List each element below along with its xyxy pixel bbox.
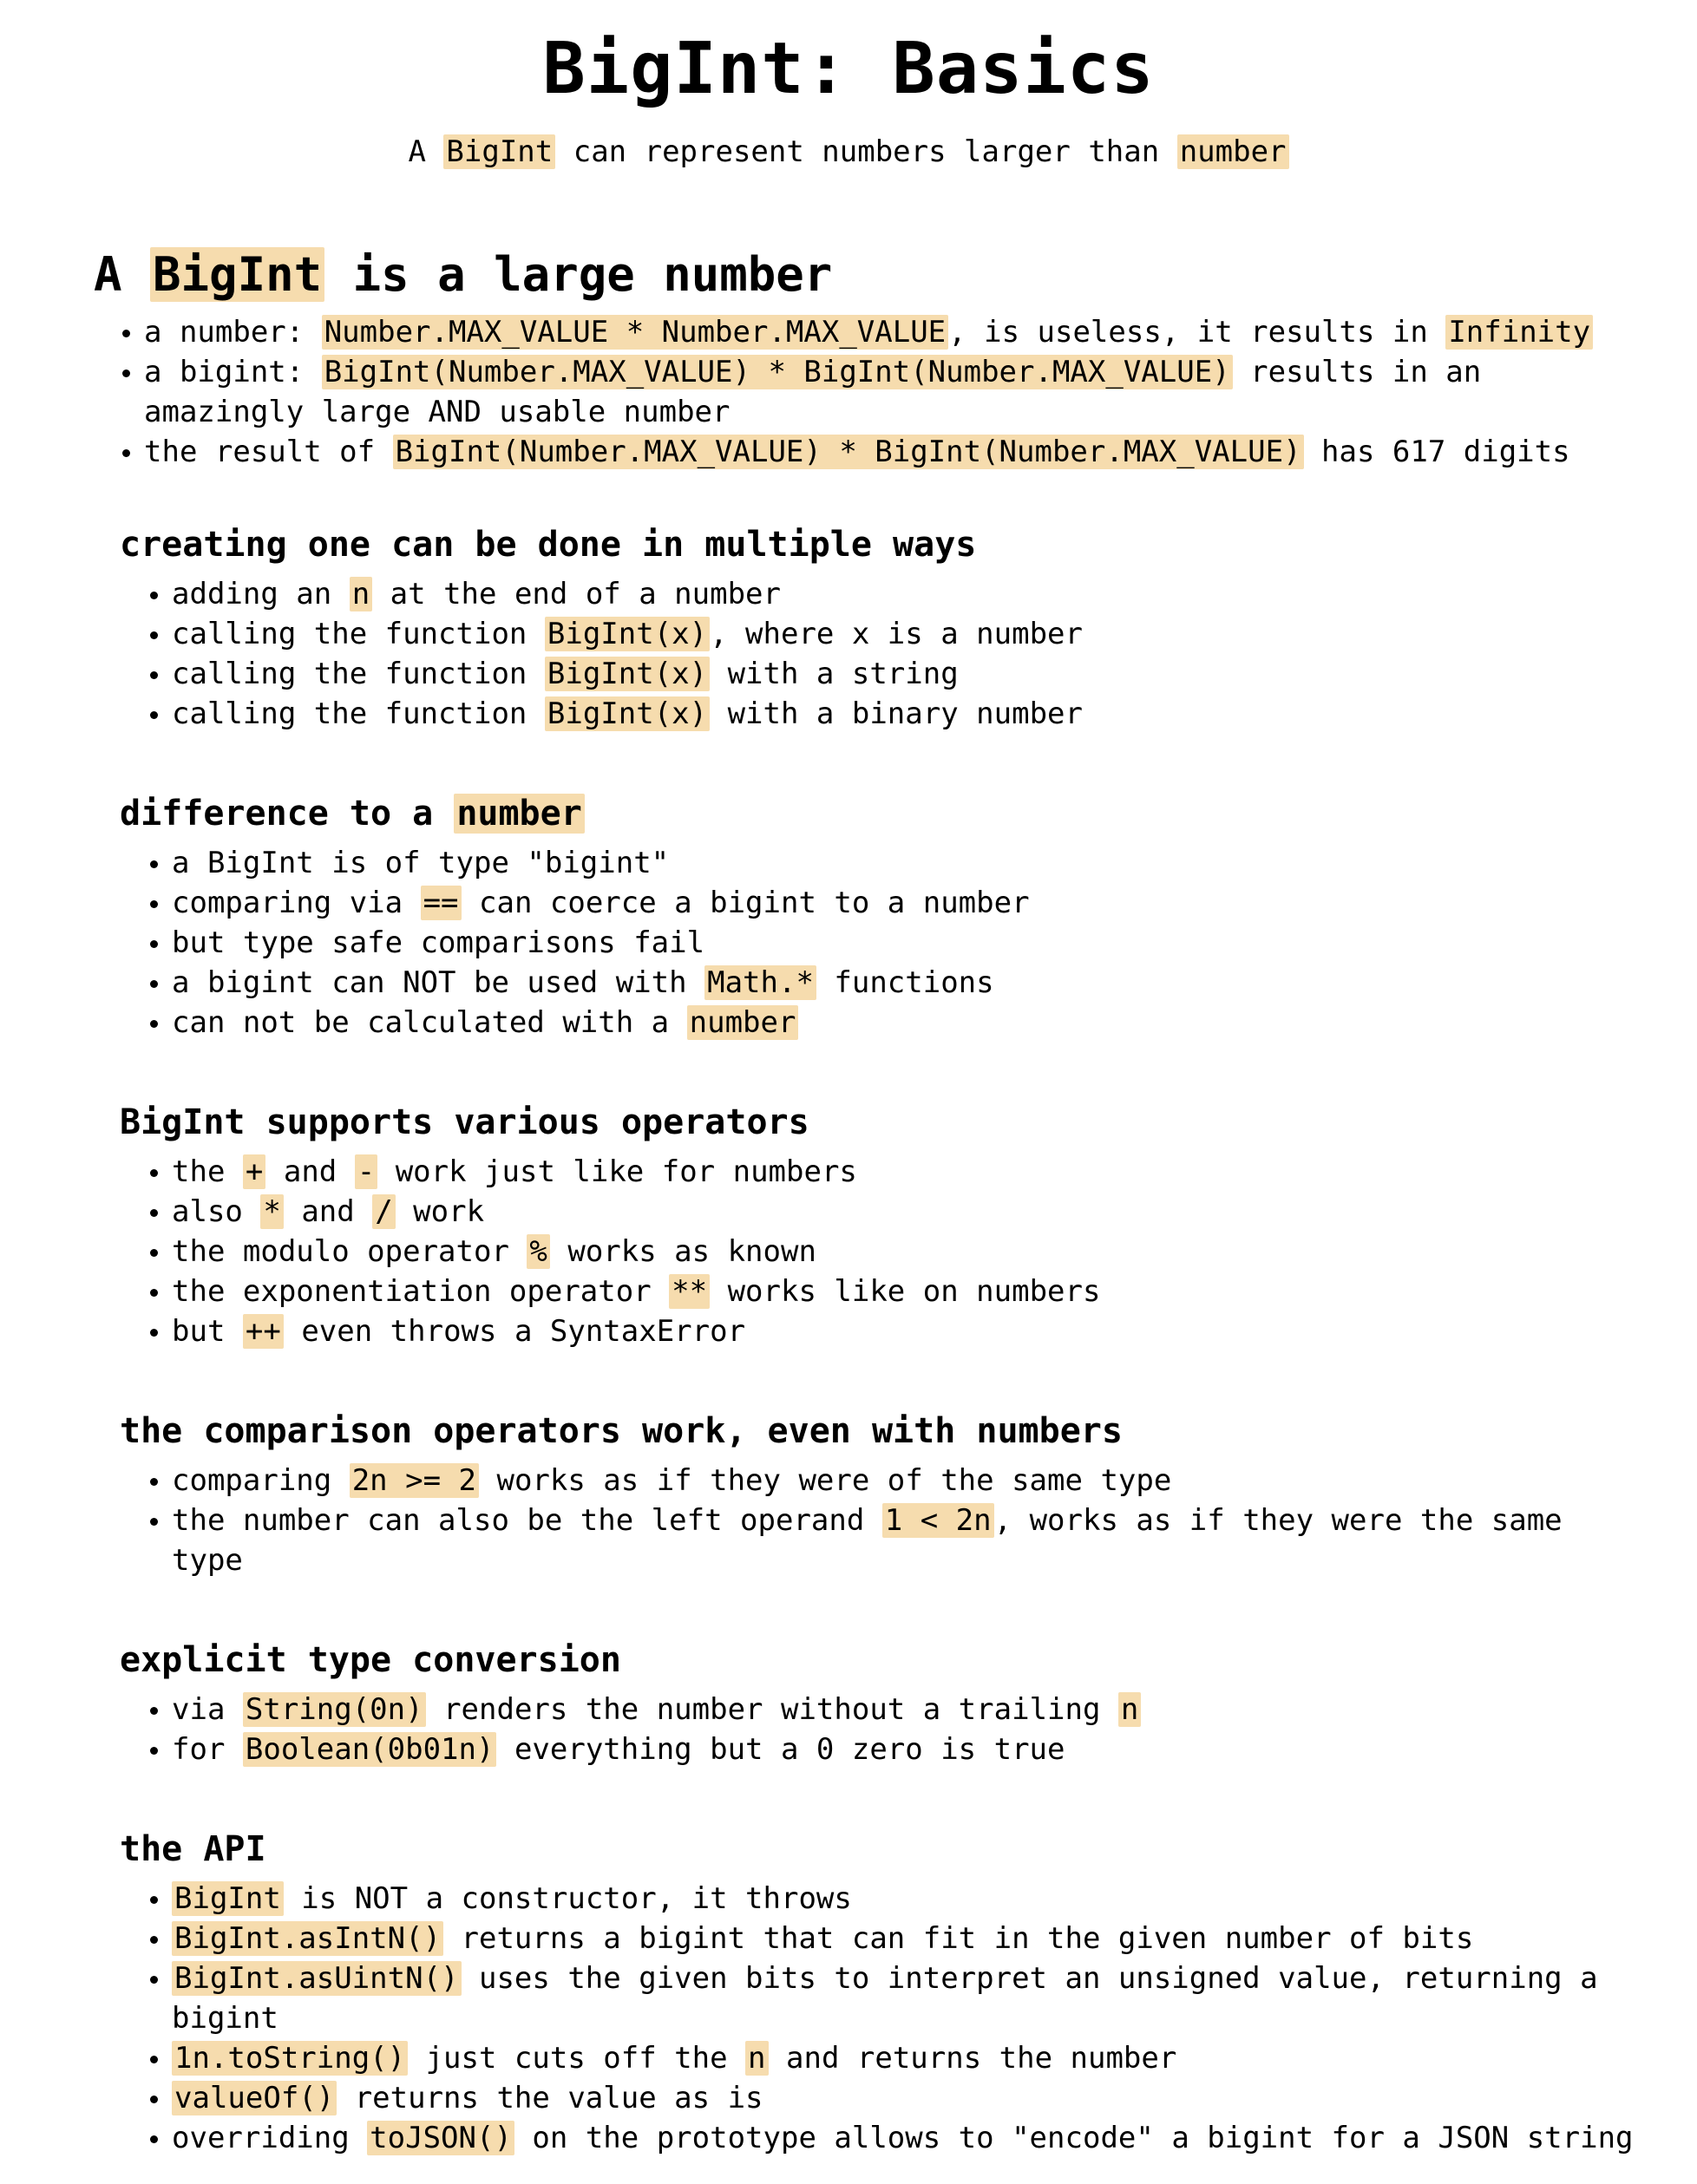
item-code: toJSON() [367, 2121, 514, 2155]
list-item [172, 1730, 1647, 1769]
section-list [120, 1879, 1647, 2158]
list-item [172, 843, 1647, 883]
section-difference [120, 789, 1647, 1043]
list-item [172, 1958, 1647, 2038]
item-text: a BigInt is of type "bigint" [172, 846, 670, 880]
item-code: Boolean(0b01n) [243, 1732, 497, 1767]
section-heading: the comparison operators work, even with numbers [120, 1411, 1123, 1451]
section-creating [120, 520, 1647, 734]
main-heading-text-b: is a large number [324, 247, 833, 302]
item-text: on the prototype allows to "encode" a bigint for a JSON string [514, 2121, 1634, 2155]
item-code: n [350, 577, 372, 611]
item-text: and [283, 1194, 373, 1229]
item-text: returns a bigint that can fit in the given number of bits [443, 1921, 1474, 1956]
item-text: but [172, 1314, 243, 1349]
item-text: and [265, 1154, 355, 1189]
item-text: functions [816, 965, 994, 1000]
list-item [172, 2078, 1647, 2118]
item-code: String(0n) [243, 1692, 426, 1727]
item-text: renders the number without a trailing [425, 1692, 1118, 1727]
item-code: BigInt(x) [545, 696, 710, 731]
item-text: calling the function [172, 617, 545, 651]
section-list [120, 1152, 1647, 1351]
item-text: the modulo operator [172, 1234, 527, 1269]
list-item [172, 1311, 1647, 1351]
section-list [120, 1461, 1647, 1580]
item-code: * [260, 1194, 283, 1229]
item-text: work just like for numbers [377, 1154, 857, 1189]
item-code: ++ [243, 1314, 284, 1349]
item-text: the [172, 1154, 243, 1189]
list-item [172, 1879, 1647, 1919]
section-heading [120, 789, 1647, 838]
item-code: BigInt.asIntN() [172, 1921, 443, 1956]
item-text: adding an [172, 577, 350, 611]
list-item [172, 1272, 1647, 1311]
section-list [120, 1690, 1647, 1769]
list-item [172, 1501, 1647, 1580]
item-text: a number: [144, 315, 322, 350]
item-code: 1n.toString() [172, 2041, 408, 2076]
item-code: / [372, 1194, 395, 1229]
item-text: with a binary number [710, 696, 1083, 731]
item-text: can coerce a bigint to a number [461, 886, 1030, 920]
section-api [120, 1825, 1647, 2158]
list-item [172, 963, 1647, 1003]
list-item [172, 923, 1647, 963]
item-text: works like on numbers [710, 1274, 1101, 1309]
list-item [172, 1461, 1647, 1501]
section-heading: BigInt supports various operators [120, 1102, 809, 1142]
subtitle-code-bigint: BigInt [443, 134, 555, 169]
list-item [172, 574, 1647, 614]
list-item [172, 614, 1647, 654]
item-text: via [172, 1692, 243, 1727]
item-text: calling the function [172, 657, 545, 691]
item-text: work [395, 1194, 485, 1229]
section-comparison [120, 1407, 1647, 1580]
item-code: BigInt(x) [545, 617, 710, 651]
list-item [172, 1232, 1647, 1272]
item-text: the exponentiation operator [172, 1274, 670, 1309]
item-text: comparing [172, 1463, 350, 1498]
main-heading-code: BigInt [150, 247, 324, 302]
item-text: at the end of a number [372, 577, 781, 611]
item-code: number [687, 1005, 799, 1040]
item-text: but type safe comparisons fail [172, 925, 705, 960]
section-heading: the API [120, 1829, 266, 1869]
heading-text: difference to a [120, 794, 455, 834]
item-text: has 617 digits [1303, 435, 1570, 469]
item-text: just cuts off the [408, 2041, 746, 2076]
item-code: BigInt [172, 1881, 284, 1916]
item-text: returns the value as is [337, 2081, 763, 2115]
item-code: BigInt(x) [545, 657, 710, 691]
list-item [172, 2038, 1647, 2078]
item-code: Infinity [1445, 315, 1593, 350]
item-code: n [745, 2041, 768, 2076]
section-operators [120, 1098, 1647, 1351]
item-text: also [172, 1194, 261, 1229]
item-text: for [172, 1732, 243, 1767]
item-text: works as known [549, 1234, 816, 1269]
section-conversion [120, 1636, 1647, 1769]
list-item [172, 694, 1647, 734]
item-code: BigInt(Number.MAX_VALUE) * BigInt(Number.MAX_VALUE) [322, 355, 1233, 389]
item-text: overriding [172, 2121, 368, 2155]
item-code: valueOf() [172, 2081, 337, 2115]
section-list [120, 574, 1647, 734]
page-title: BigInt: Basics [542, 28, 1155, 110]
item-text: uses the given bits to interpret an unsigned value, returning a bigint [172, 1961, 1598, 2036]
item-code: Number.MAX_VALUE * Number.MAX_VALUE [322, 315, 948, 350]
item-text: can not be calculated with a [172, 1005, 687, 1040]
list-item [144, 312, 1654, 352]
item-text: is NOT a constructor, it throws [283, 1881, 852, 1916]
heading-code: number [454, 794, 585, 834]
item-code: 1 < 2n [882, 1503, 994, 1538]
item-text: and returns the number [768, 2041, 1177, 2076]
subtitle-code-number: number [1177, 134, 1289, 169]
section-heading: creating one can be done in multiple ways [120, 525, 977, 565]
list-item [144, 352, 1654, 432]
list-item [172, 1919, 1647, 1958]
item-code: 2n >= 2 [350, 1463, 479, 1498]
main-heading-text-a: A [94, 247, 151, 302]
item-text: the result of [144, 435, 393, 469]
list-item [172, 654, 1647, 694]
item-code: Math.* [704, 965, 816, 1000]
item-code: BigInt.asUintN() [172, 1961, 462, 1996]
item-text: with a string [710, 657, 959, 691]
section-heading: explicit type conversion [120, 1640, 621, 1680]
subtitle-text-b: can represent numbers larger than [555, 134, 1177, 169]
item-text: , works as if they were the same type [172, 1503, 1563, 1578]
section-list [120, 843, 1647, 1043]
item-code: == [421, 886, 462, 920]
list-item [172, 1003, 1647, 1043]
item-text: the number can also be the left operand [172, 1503, 882, 1538]
item-code: + [243, 1154, 265, 1189]
item-text: calling the function [172, 696, 545, 731]
item-code: n [1118, 1692, 1141, 1727]
item-text: a bigint can NOT be used with [172, 965, 705, 1000]
item-text: a bigint: [144, 355, 322, 389]
list-item [172, 883, 1647, 923]
list-item [144, 432, 1654, 472]
page-subtitle [0, 132, 1697, 172]
item-text: works as if they were of the same type [479, 1463, 1172, 1498]
item-code: - [355, 1154, 377, 1189]
item-text: , where x is a number [710, 617, 1083, 651]
item-text: , is useless, it results in [948, 315, 1446, 350]
item-code: BigInt(Number.MAX_VALUE) * BigInt(Number.MAX_VALUE) [393, 435, 1304, 469]
item-text: even throws a SyntaxError [283, 1314, 746, 1349]
subtitle-text-a: A [408, 134, 444, 169]
item-text: everything but a 0 zero is true [496, 1732, 1065, 1767]
list-item [172, 1152, 1647, 1192]
list-item [172, 1690, 1647, 1730]
item-text: comparing via [172, 886, 421, 920]
main-list [113, 312, 1654, 472]
item-code: ** [669, 1274, 710, 1309]
list-item [172, 2118, 1647, 2158]
list-item [172, 1192, 1647, 1232]
main-heading [94, 245, 832, 305]
item-text: results in an amazingly large AND usable number [144, 355, 1482, 429]
item-code: % [527, 1234, 549, 1269]
